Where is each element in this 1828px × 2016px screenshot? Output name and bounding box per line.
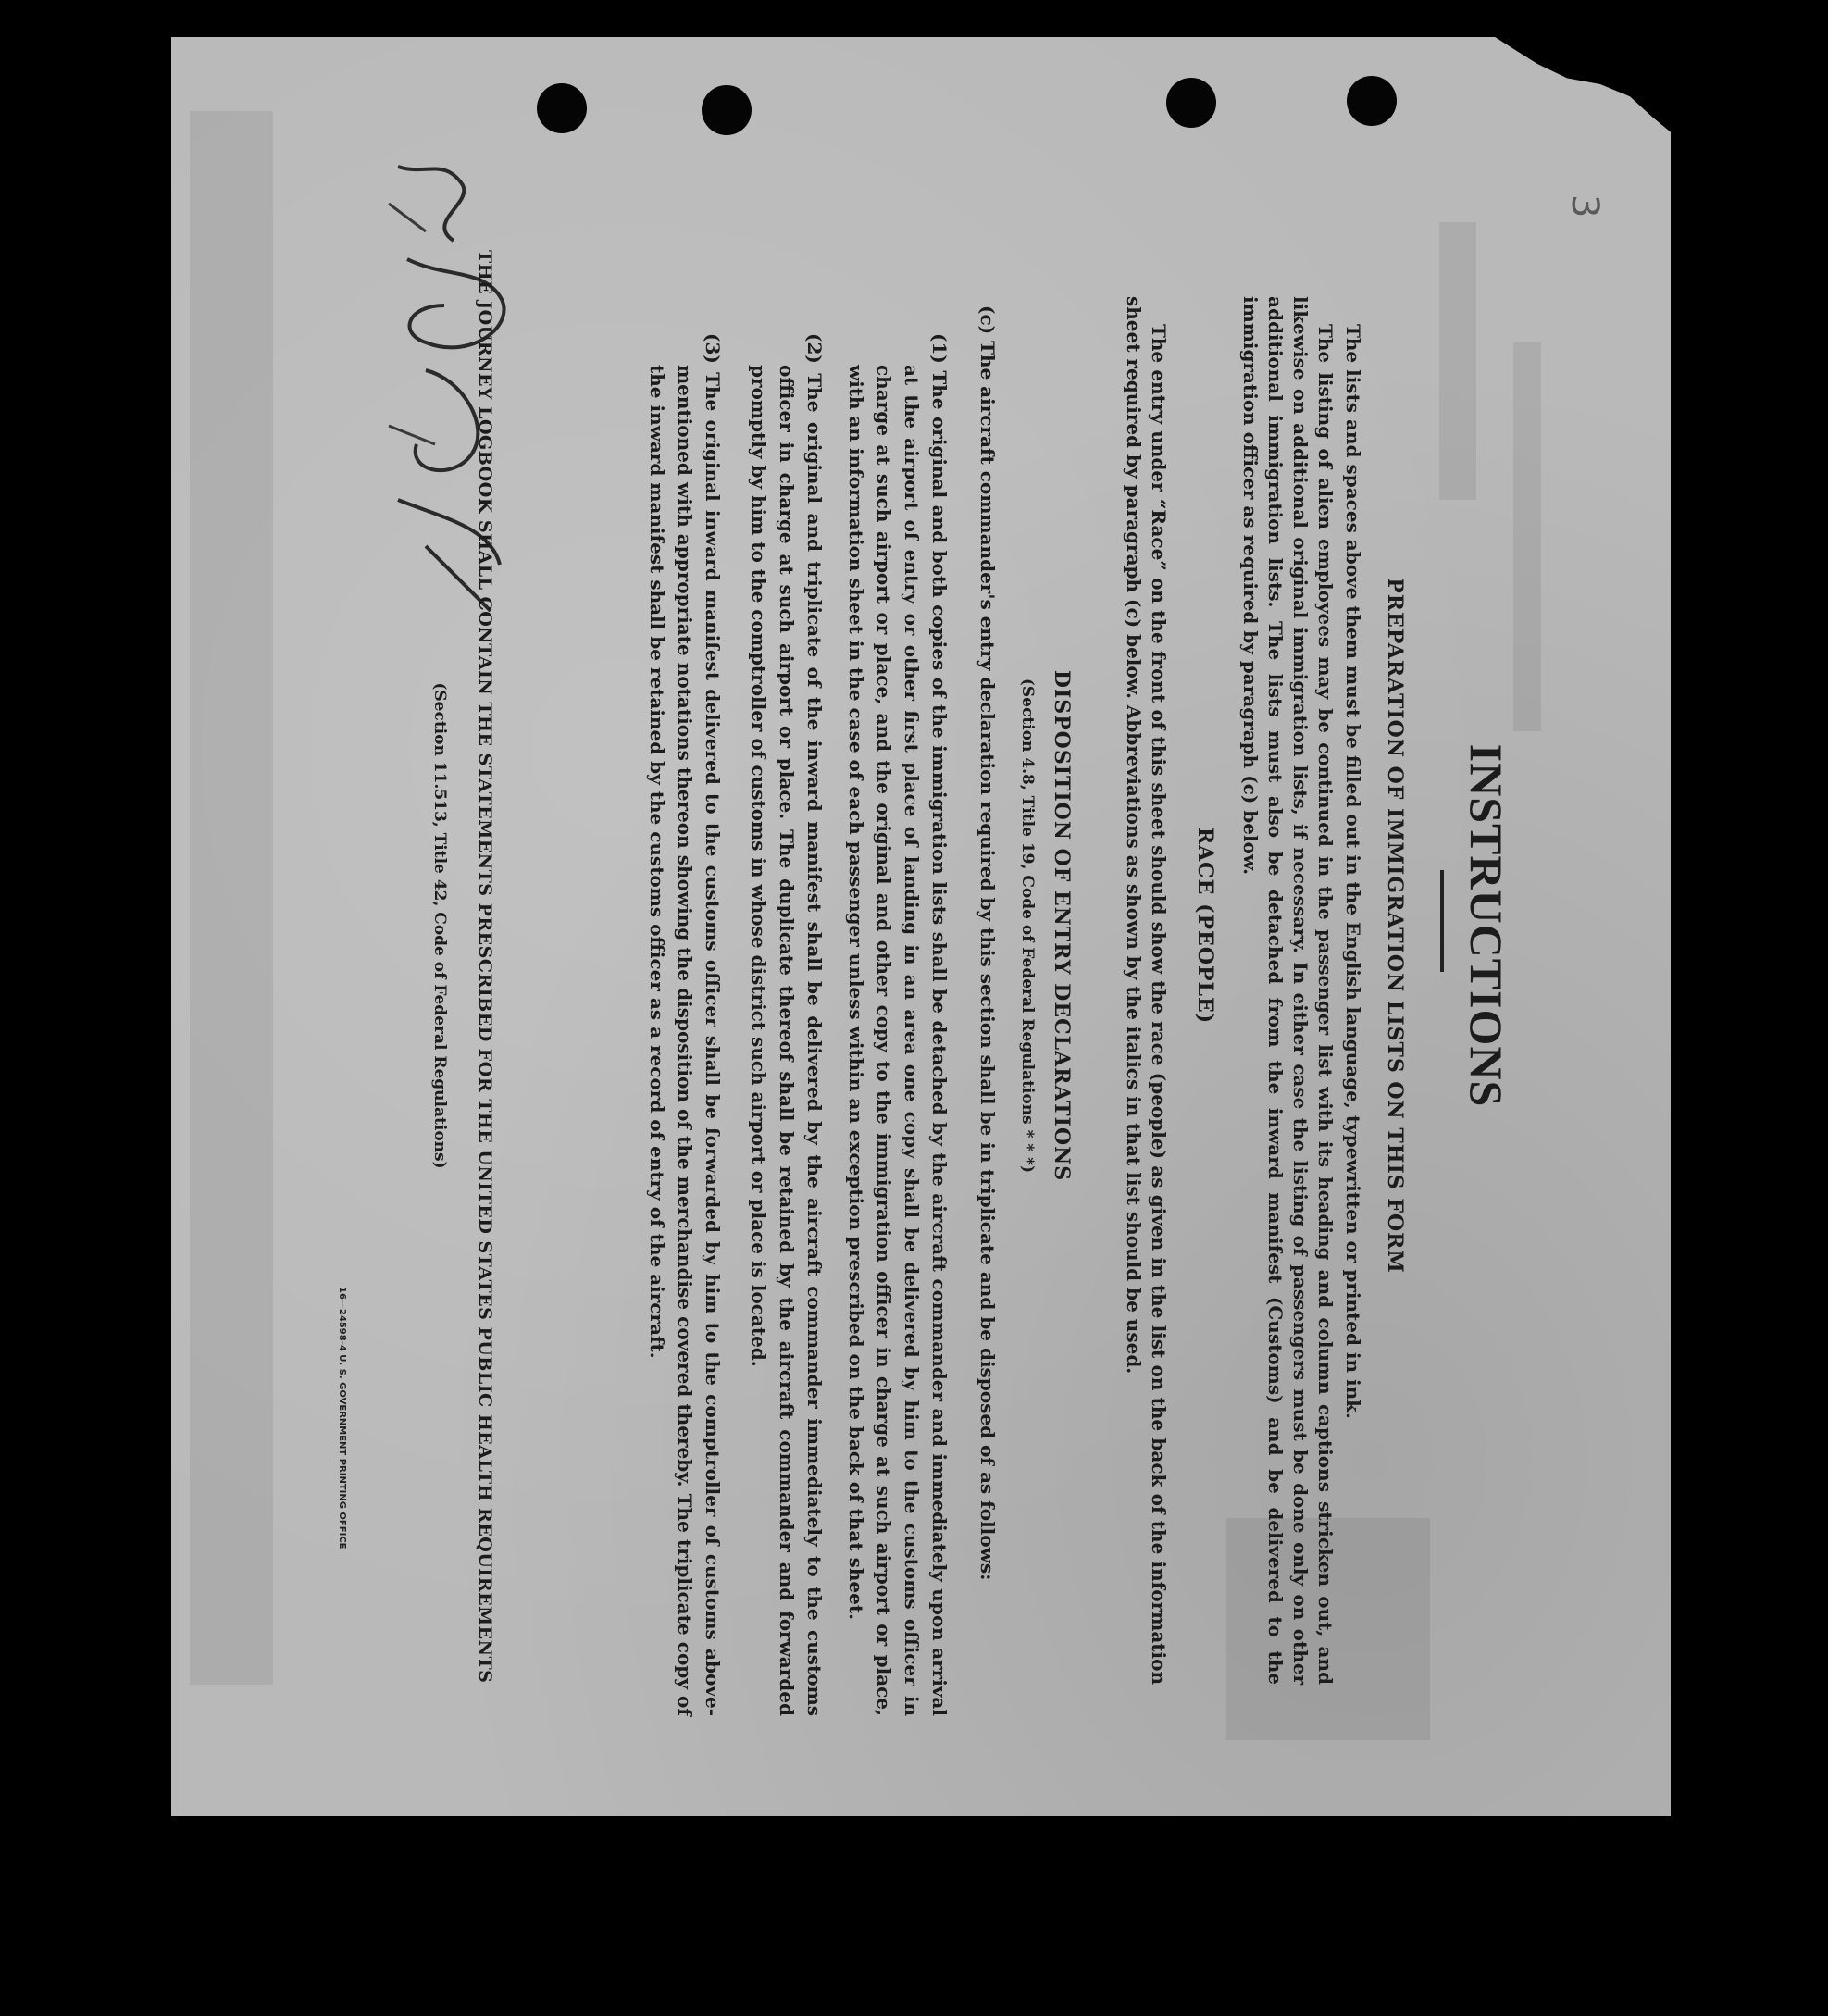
instruction-paragraph: The lists and spaces above them must be filled out in the English language, typewritten or printed in ink.	[1342, 324, 1364, 1419]
logbook-statement: THE JOURNEY LOGBOOK SHALL CONTAIN THE STATEMENTS PRESCRIBED FOR THE UNITED STATES PUBLIC HEALTH REQUIREMENTS	[475, 250, 495, 1684]
document-sheet	[171, 37, 1671, 1816]
disposition-item: (1) The original and both copies of the immigration lists shall be detached by the aircraft commander and immediately upon arrival at the airport of entry or other first place of landing in an area one copy shall be delivered by him to the customs officer in charge at such airport or place, and the original and other copy to the immigration officer in charge at such airport or place, with an information sheet in the case of each passenger unless within an exception prescribed on the back of that sheet.	[845, 333, 951, 1716]
bleed-through-mark	[190, 111, 273, 1685]
instruction-paragraph: The listing of alien employees may be continued in the passenger list with its heading and column captions stricken out, and likewise on additional original immigration lists, if necessary. In either case the listing of passengers must be done only on other additional immigration lists. The lists must also be detached from the inward manifest (Customs) and be delivered to the immigration officer as required by paragraph (c) below.	[1239, 296, 1337, 1685]
title-underline	[1440, 870, 1444, 972]
page-title: INSTRUCTIONS	[1461, 743, 1512, 1108]
disposition-citation: (Section 4.8, Title 19, Code of Federal Regulations * * *)	[1018, 678, 1037, 1174]
race-paragraph: The entry under “Race” on the front of this sheet should show the race (people) as given in the list on the back of the information sheet required by paragraph (c) below. Abbreviations as shown by the italics in that list should be used.	[1123, 296, 1170, 1685]
printing-office-imprint: 16—24598-4 U. S. GOVERNMENT PRINTING OFFICE	[337, 1287, 347, 1549]
section-heading-race: RACE (PEOPLE)	[1193, 827, 1217, 1025]
logbook-citation: (Section 11.513, Title 42, Code of Federal Regulations)	[430, 682, 449, 1169]
disposition-intro: (c) The aircraft commander's entry declaration required by this section shall be in triplicate and be disposed of as follows:	[976, 305, 999, 1581]
rotated-page-content	[282, 56, 1643, 1796]
section-heading-disposition: DISPOSITION OF ENTRY DECLARATIONS	[1050, 669, 1074, 1182]
disposition-item: (2) The original and triplicate of the inward manifest shall be delivered by the aircraft commander immediately to the customs officer in charge at such airport or place. The duplicate thereof shall be retained by the aircraft commander and forwarded promptly by him to the comptroller of customs in whose district such airport or place is located.	[748, 333, 826, 1716]
section-heading-preparation: PREPARATION OF IMMIGRATION LISTS ON THIS FORM	[1383, 578, 1407, 1274]
disposition-item: (3) The original inward manifest delivered to the customs officer shall be forwarded by him to the comptroller of customs above-mentioned with appropriate notations thereon showing the disposition of the merchandise covered thereby. The triplicate copy of the inward manifest shall be retained by the customs officer as a record of entry of the aircraft.	[646, 333, 724, 1716]
page-number: 3	[1563, 194, 1606, 218]
